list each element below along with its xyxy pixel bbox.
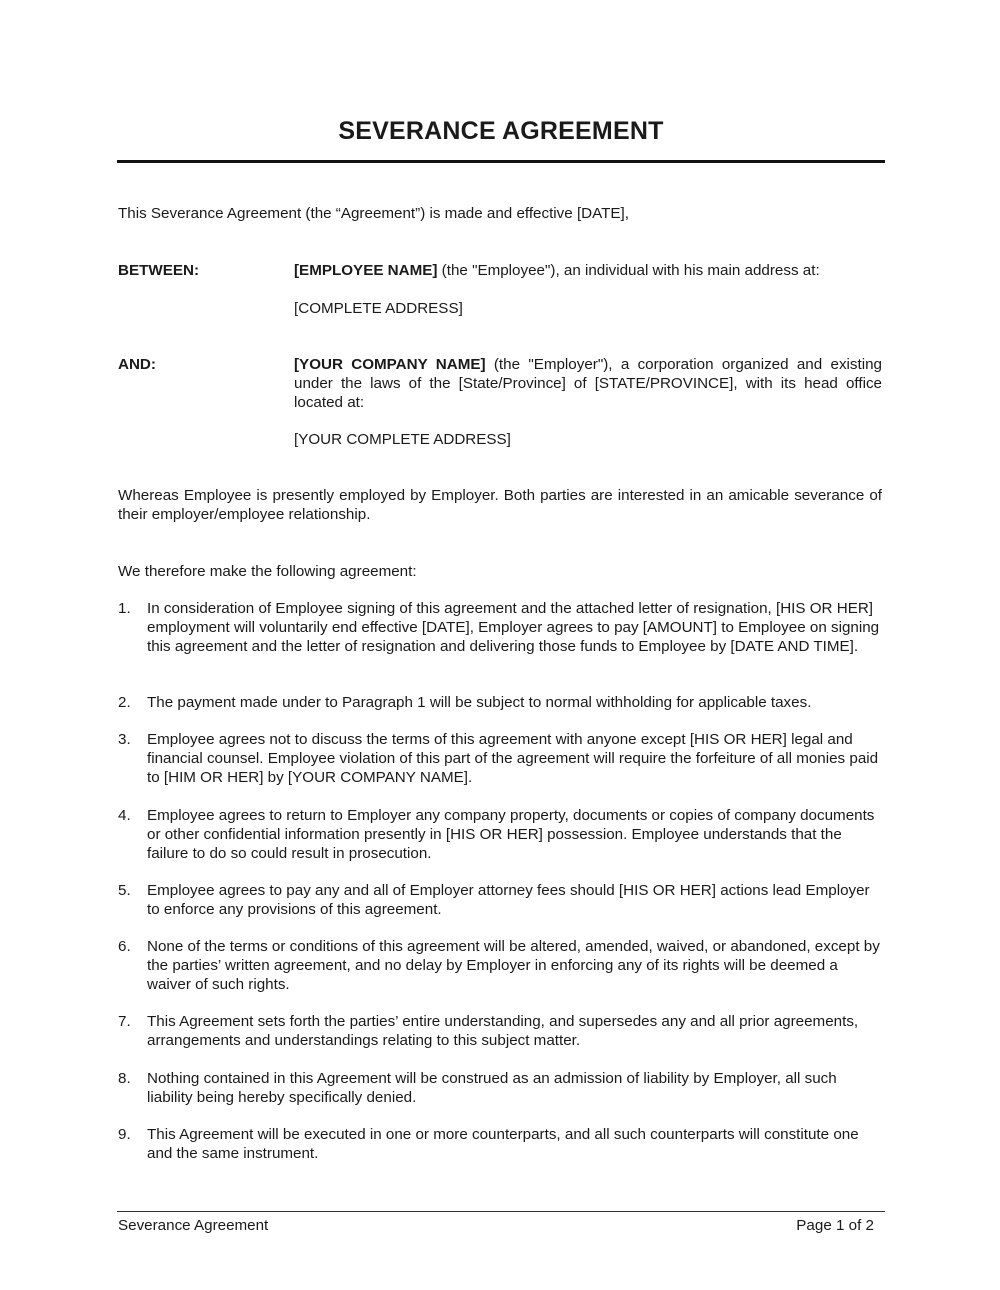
clause-number: 3. bbox=[118, 731, 131, 748]
document-title: SEVERANCE AGREEMENT bbox=[338, 117, 664, 145]
company-address: [YOUR COMPLETE ADDRESS] bbox=[294, 431, 511, 448]
clause-text: Employee agrees not to discuss the terms of this agreement with anyone except [HIS OR HER] legal and financial counsel. Employee violation of this part of the agreement will require the forfeiture of all monies paid to [HIM OR HER] by [YOUR COMPANY NAME]. bbox=[147, 731, 879, 786]
clause-text: Employee agrees to return to Employer any company property, documents or copies of company documents or other confidential information presently in [HIS OR HER] possession. Employee understands that the failure to do so could result in prosecution. bbox=[147, 807, 875, 862]
title-divider bbox=[117, 160, 885, 163]
clause-text: None of the terms or conditions of this agreement will be altered, amended, waived, or abandoned, except by the parties’ written agreement, and no delay by Employer in enforcing any of its rights will be deemed a waiver of such rights. bbox=[147, 938, 880, 993]
clause-number: 8. bbox=[118, 1070, 131, 1087]
footer-divider bbox=[117, 1211, 885, 1212]
clause-number: 5. bbox=[118, 882, 131, 899]
employee-party bbox=[294, 261, 882, 280]
clause-text: Employee agrees to pay any and all of Employer attorney fees should [HIS OR HER] actions lead Employer to enforce any provisions of this agreement. bbox=[147, 882, 870, 918]
footer-page-number: Page 1 of 2 bbox=[796, 1217, 874, 1234]
company-party bbox=[294, 355, 882, 412]
employee-name: [EMPLOYEE NAME] bbox=[294, 262, 438, 279]
intro-paragraph: This Severance Agreement (the “Agreement”) is made and effective [DATE], bbox=[118, 205, 629, 222]
footer-document-name: Severance Agreement bbox=[118, 1217, 269, 1234]
clause-number: 6. bbox=[118, 938, 131, 955]
clause-number: 9. bbox=[118, 1126, 131, 1143]
between-label: BETWEEN: bbox=[118, 262, 199, 279]
clause-number: 1. bbox=[118, 600, 131, 617]
clause-text: This Agreement sets forth the parties’ entire understanding, and supersedes any and all prior agreements, arrangements and understandings relating to this subject matter. bbox=[147, 1013, 859, 1049]
employee-address: [COMPLETE ADDRESS] bbox=[294, 300, 463, 317]
company-description: (the "Employer"), a corporation organized and existing under the laws of the [State/Province] of [STATE/PROVINCE], with its head office located at: bbox=[294, 356, 882, 411]
clause-text: Nothing contained in this Agreement will be construed as an admission of liability by Employer, all such liability being hereby specifically denied. bbox=[147, 1070, 837, 1106]
employee-description: (the "Employee"), an individual with his main address at: bbox=[437, 262, 820, 279]
clause-text: The payment made under to Paragraph 1 will be subject to normal withholding for applicable taxes. bbox=[147, 694, 812, 711]
clause-number: 4. bbox=[118, 807, 131, 824]
company-name: [YOUR COMPANY NAME] bbox=[294, 356, 486, 373]
clause-number: 2. bbox=[118, 694, 131, 711]
clause-number: 7. bbox=[118, 1013, 131, 1030]
and-label: AND: bbox=[118, 356, 156, 373]
clause-text: In consideration of Employee signing of this agreement and the attached letter of resignation, [HIS OR HER] employment will voluntarily end effective [DATE], Employer agrees to pay [AMOUNT] to Employee on signing this agreement and the letter of resignation and delivering those funds to Employee by [DATE AND TIME]. bbox=[147, 600, 880, 655]
clause-text: This Agreement will be executed in one or more counterparts, and all such counterparts will constitute one and the same instrument. bbox=[147, 1126, 859, 1162]
whereas-paragraph: Whereas Employee is presently employed by Employer. Both parties are interested in an amicable severance of their employer/employee relationship. bbox=[118, 487, 882, 523]
therefore-paragraph: We therefore make the following agreement: bbox=[118, 563, 417, 580]
